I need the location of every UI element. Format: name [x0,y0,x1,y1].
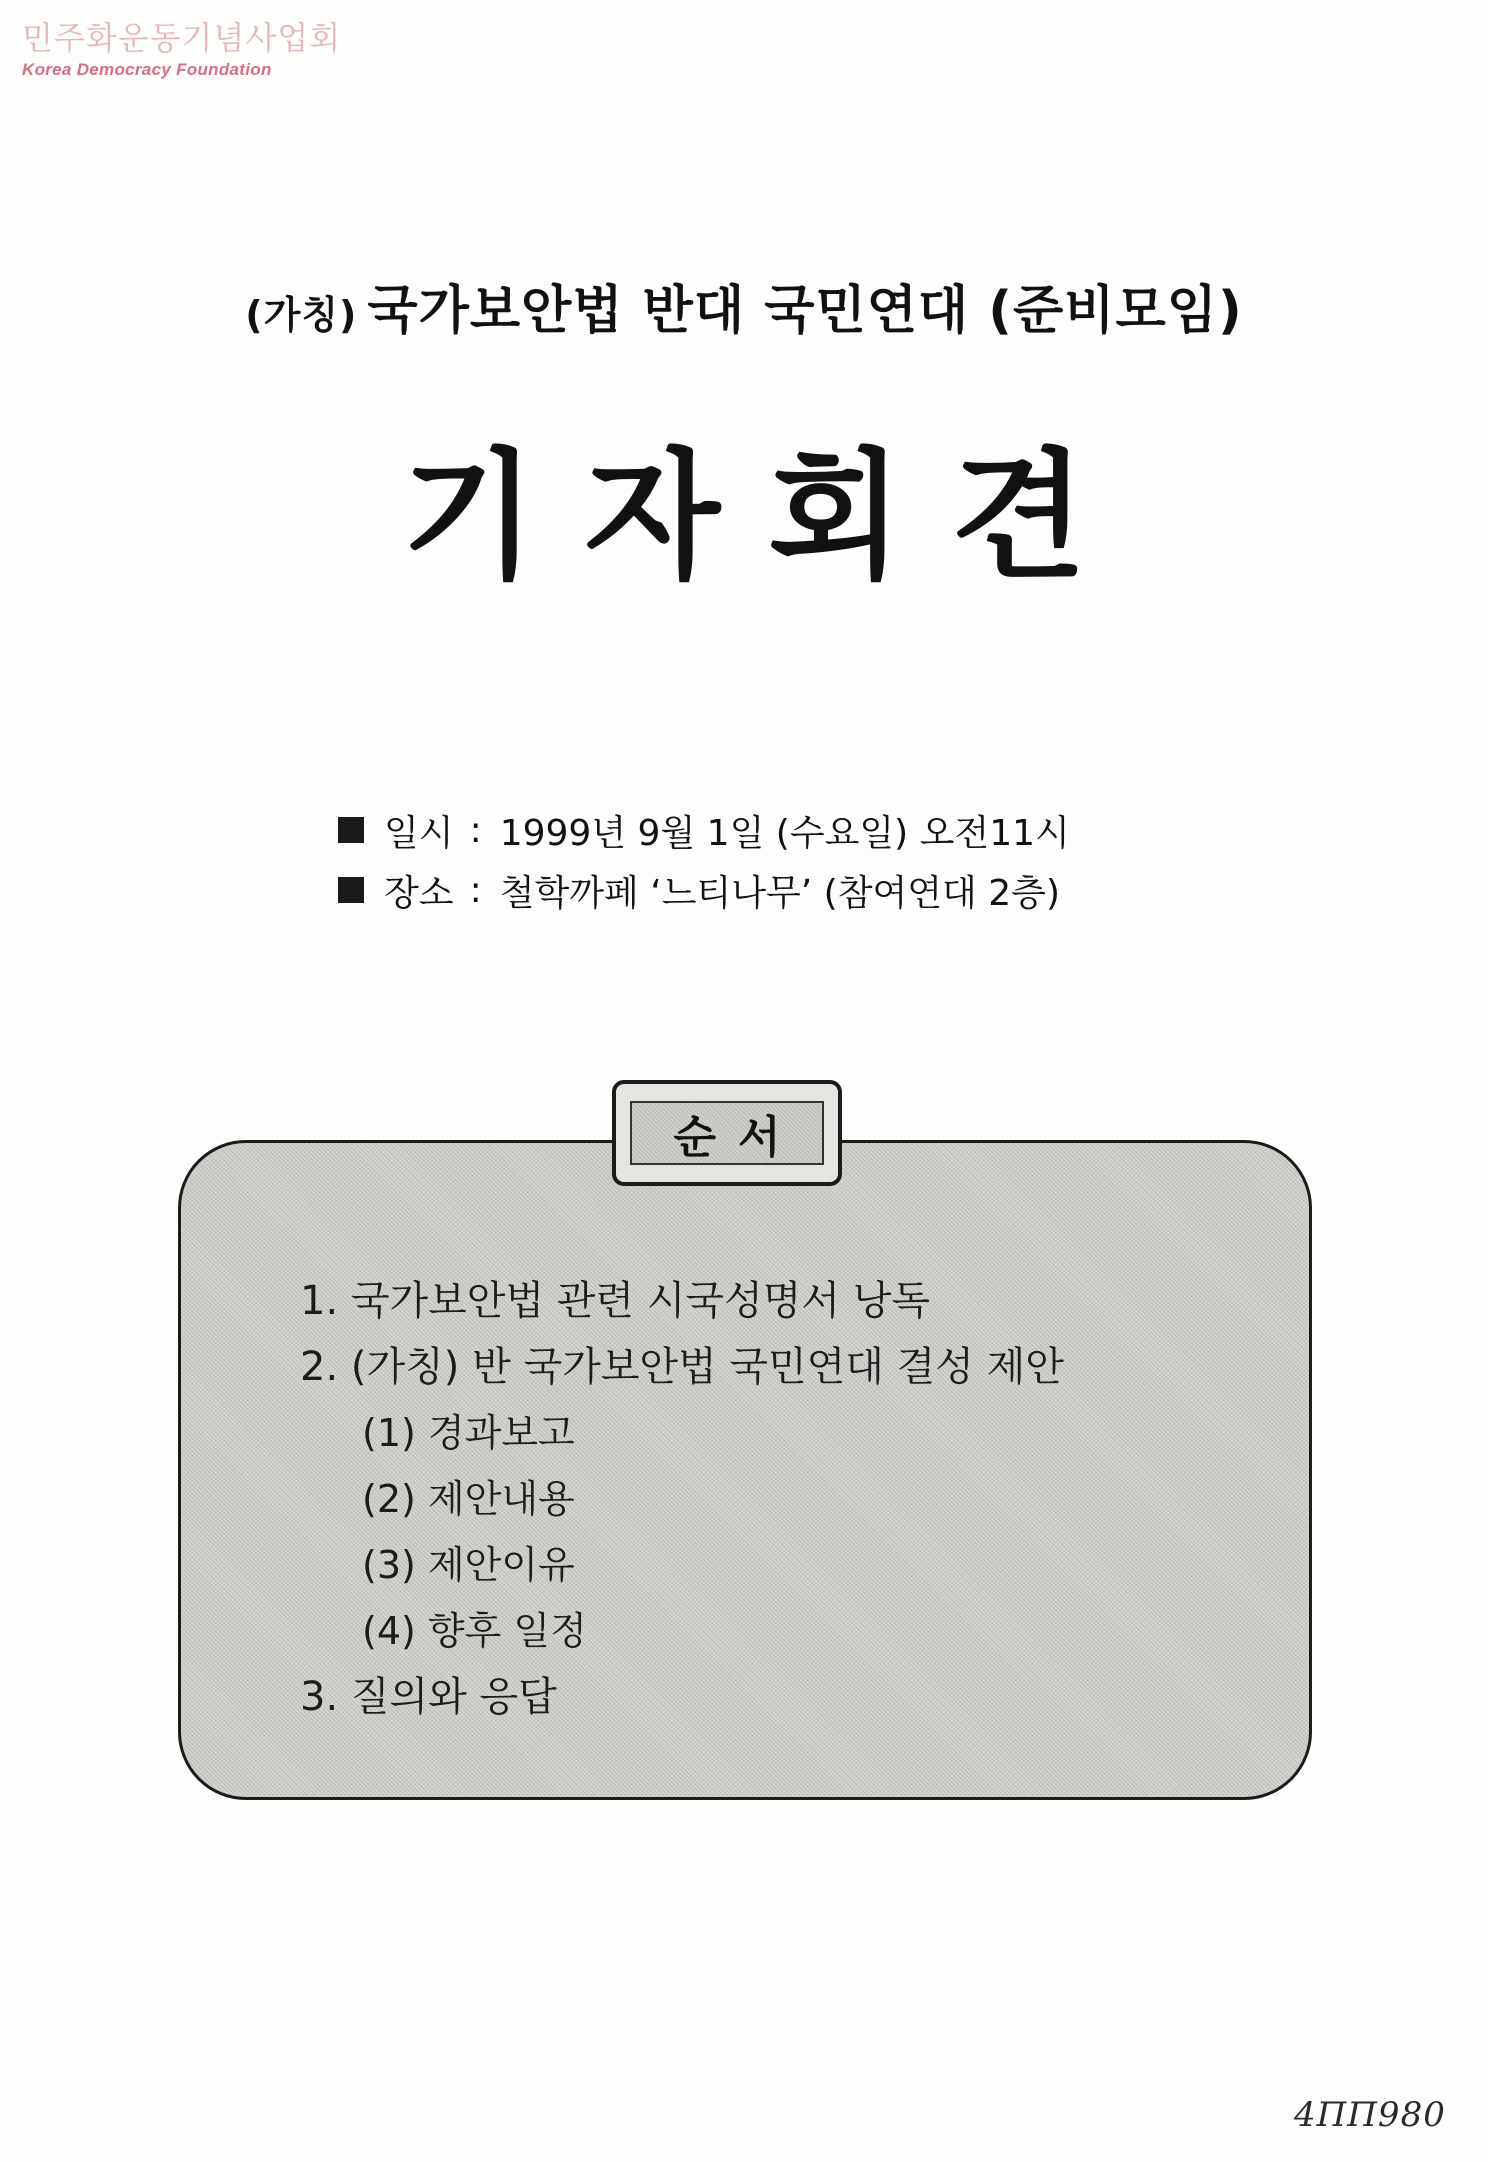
watermark-logo [22,19,342,80]
agenda-subitem: (2) 제안내용 [362,1477,575,1521]
document-title: 기자회견 [401,436,1135,599]
agenda-list [300,1268,1064,1730]
place-value: 철학까페 ‘느티나무’ (참여연대 2층) [499,872,1061,914]
separator-colon: : [469,869,482,911]
agenda-item: 1. 국가보안법 관련 시국성명서 낭독 [300,1278,930,1324]
organization-name: 국가보안법 반대 국민연대 (준비모임) [367,281,1243,341]
date-row [338,800,1070,860]
organization-prefix: (가칭) [245,293,358,337]
organization-title [0,268,1488,343]
place-label: 장소 [384,872,454,914]
agenda-subitem: (4) 향후 일정 [362,1609,587,1653]
place-row [338,860,1070,920]
event-info [338,800,1070,920]
agenda-item: 2. (가칭) 반 국가보안법 국민연대 결성 제안 [300,1344,1064,1390]
date-value: 1999년 9월 1일 (수요일) 오전11시 [499,812,1070,854]
agenda-subitem: (1) 경과보고 [362,1411,575,1455]
handwritten-document-number: 4ΠΠ980 [1294,2095,1446,2135]
agenda-heading: 순서 [630,1101,824,1165]
watermark-korean: 민주화운동기념사업회 [22,19,342,57]
date-label: 일시 [384,812,454,854]
watermark-english: Korea Democracy Foundation [22,60,272,79]
square-bullet-icon [338,877,364,903]
agenda-item: 3. 질의와 응답 [300,1674,557,1720]
separator-colon: : [469,809,482,851]
agenda-subitem: (3) 제안이유 [362,1543,575,1587]
square-bullet-icon [338,817,364,843]
agenda-heading-tab [612,1080,842,1186]
